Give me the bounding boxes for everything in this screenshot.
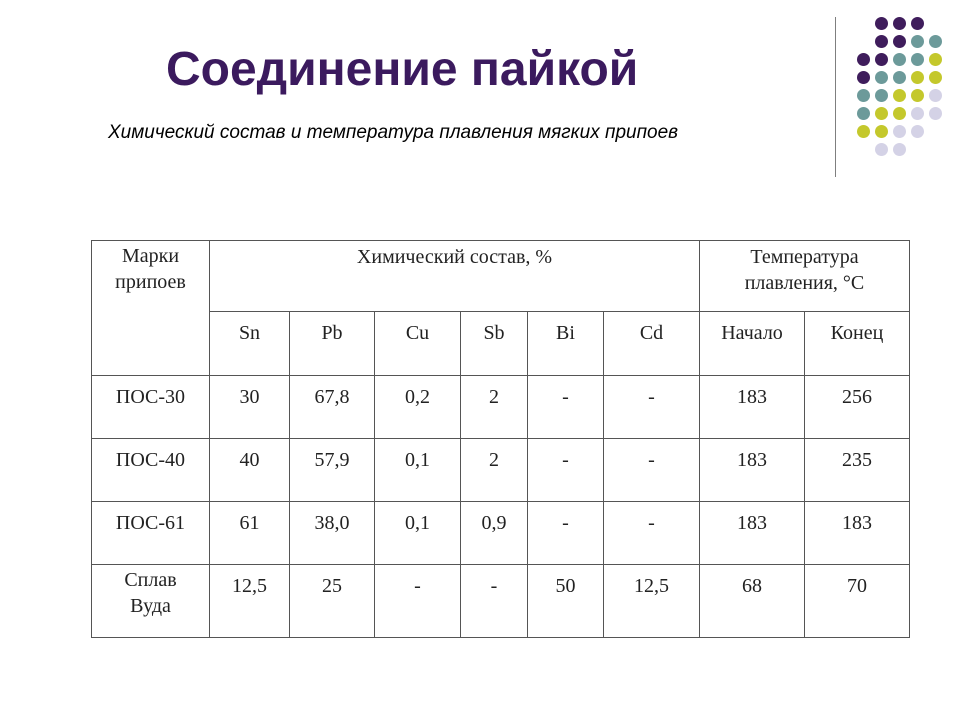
table-cell: - (375, 565, 461, 638)
table-row (92, 376, 910, 439)
decorative-dot (929, 89, 942, 102)
decorative-dot (929, 53, 942, 66)
decorative-dot (893, 143, 906, 156)
decorative-dot (875, 89, 888, 102)
row-brand: Сплав Вуда (92, 565, 210, 638)
table-cell: - (604, 376, 700, 439)
decorative-dot (911, 71, 924, 84)
header-element: Bi (528, 312, 604, 376)
decorative-dot (893, 71, 906, 84)
table-cell: 256 (805, 376, 910, 439)
header-element: Cu (375, 312, 461, 376)
table-cell: 25 (290, 565, 375, 638)
decorative-dot (911, 17, 924, 30)
table-cell: - (528, 376, 604, 439)
table-cell: 30 (210, 376, 290, 439)
header-brand: Марки припоев (92, 241, 210, 376)
decorative-dot (911, 53, 924, 66)
decorative-dot (857, 71, 870, 84)
decorative-dot (875, 71, 888, 84)
slide-title: Соединение пайкой (166, 43, 639, 96)
table-cell: 50 (528, 565, 604, 638)
decorative-dot (875, 17, 888, 30)
decorative-dot (875, 53, 888, 66)
table-row (92, 502, 910, 565)
decorative-dot (857, 89, 870, 102)
table-cell: - (528, 439, 604, 502)
decorative-dot (875, 35, 888, 48)
decorative-dot (911, 125, 924, 138)
table-cell: 12,5 (604, 565, 700, 638)
slide-subtitle: Химический состав и температура плавления мягких припоев (108, 122, 679, 143)
decorative-dot (893, 125, 906, 138)
decorative-dot (875, 125, 888, 138)
header-element: Sb (461, 312, 528, 376)
decorative-dot (911, 89, 924, 102)
row-brand: ПОС-61 (92, 502, 210, 565)
table-row (92, 439, 910, 502)
header-composition: Химический состав, % (210, 241, 700, 312)
table-row (92, 565, 910, 638)
table-cell: 2 (461, 376, 528, 439)
decorative-dot (893, 35, 906, 48)
table-cell: 40 (210, 439, 290, 502)
table-cell: 183 (700, 439, 805, 502)
table-cell: 0,1 (375, 502, 461, 565)
solder-composition-table (91, 240, 910, 638)
table-cell: - (528, 502, 604, 565)
table-cell: 235 (805, 439, 910, 502)
decorative-dot (929, 35, 942, 48)
header-element: Cd (604, 312, 700, 376)
table-cell: 2 (461, 439, 528, 502)
table-cell: 183 (805, 502, 910, 565)
table-cell: 68 (700, 565, 805, 638)
decorative-dot (857, 107, 870, 120)
decorative-dot (875, 143, 888, 156)
table-cell: 57,9 (290, 439, 375, 502)
decorative-dot (911, 107, 924, 120)
table-cell: - (604, 502, 700, 565)
table-cell: 0,9 (461, 502, 528, 565)
header-temperature: Температура плавления, °С (700, 241, 910, 312)
table-cell: - (604, 439, 700, 502)
row-brand: ПОС-30 (92, 376, 210, 439)
decorative-dot (875, 107, 888, 120)
table-cell: 61 (210, 502, 290, 565)
header-temp-end: Конец (805, 312, 910, 376)
header-temp-start: Начало (700, 312, 805, 376)
decorative-dot (893, 53, 906, 66)
decorative-dot (929, 107, 942, 120)
divider-line (835, 17, 836, 177)
decorative-dot (893, 17, 906, 30)
table-cell: 0,1 (375, 439, 461, 502)
table-cell: - (461, 565, 528, 638)
decorative-dot (857, 53, 870, 66)
decorative-dot (893, 107, 906, 120)
decorative-dot (857, 125, 870, 138)
table-cell: 67,8 (290, 376, 375, 439)
table-cell: 183 (700, 376, 805, 439)
table-cell: 38,0 (290, 502, 375, 565)
header-element: Pb (290, 312, 375, 376)
row-brand: ПОС-40 (92, 439, 210, 502)
decorative-dot (893, 89, 906, 102)
decorative-dot (911, 35, 924, 48)
table-cell: 183 (700, 502, 805, 565)
header-element: Sn (210, 312, 290, 376)
table-cell: 0,2 (375, 376, 461, 439)
table-cell: 12,5 (210, 565, 290, 638)
table-cell: 70 (805, 565, 910, 638)
decorative-dot (929, 71, 942, 84)
